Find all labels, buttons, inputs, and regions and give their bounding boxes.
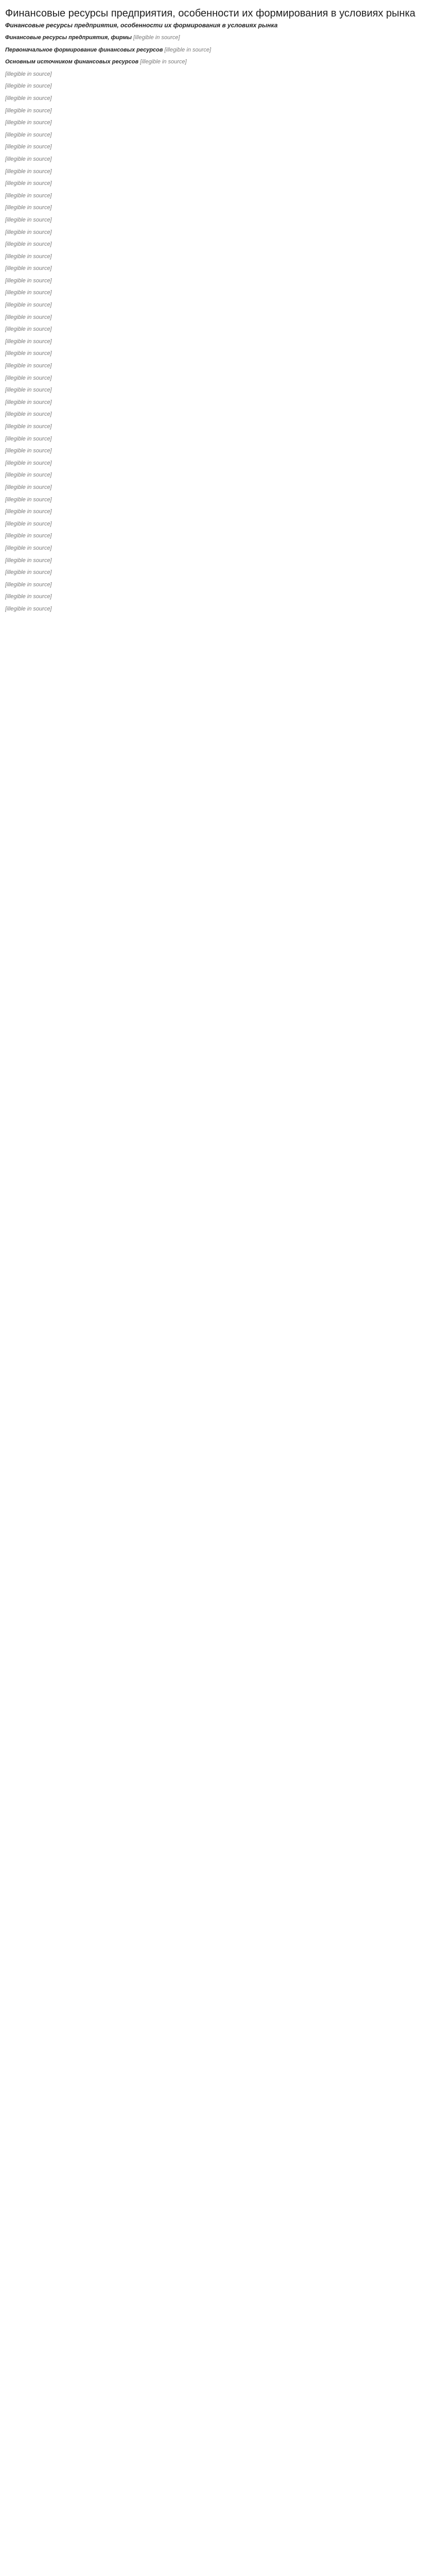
- paragraph-text: [illegible in source]: [5, 229, 52, 235]
- article-paragraph: [5, 436, 431, 443]
- article-paragraph: [5, 71, 431, 78]
- article-paragraph: [5, 59, 431, 66]
- paragraph-text: [illegible in source]: [5, 265, 52, 272]
- paragraph-text: [illegible in source]: [5, 411, 52, 418]
- article-paragraph: [5, 47, 431, 54]
- paragraph-text: [illegible in source]: [5, 131, 52, 138]
- article-paragraph: [5, 411, 431, 418]
- paragraph-text: [illegible in source]: [5, 338, 52, 345]
- paragraph-text: [illegible in source]: [5, 290, 52, 296]
- article-paragraph: [5, 156, 431, 163]
- paragraph-text: [illegible in source]: [5, 168, 52, 175]
- paragraph-text: [illegible in source]: [5, 509, 52, 515]
- paragraph-text: [illegible in source]: [5, 120, 52, 126]
- article-paragraph: [5, 557, 431, 565]
- article-paragraph: [5, 83, 431, 90]
- article-page: [0, 0, 436, 639]
- paragraph-text: [illegible in source]: [5, 399, 52, 405]
- paragraph-text: [illegible in source]: [133, 35, 180, 41]
- article-paragraph: [5, 399, 431, 406]
- article-paragraph: [5, 253, 431, 261]
- article-paragraph: [5, 108, 431, 115]
- paragraph-text: [illegible in source]: [5, 156, 52, 162]
- paragraph-text: [illegible in source]: [5, 205, 52, 211]
- paragraph-text: [illegible in source]: [5, 387, 52, 394]
- paragraph-text: [illegible in source]: [5, 448, 52, 454]
- paragraph-text: [illegible in source]: [140, 59, 187, 65]
- paragraph-lead: Основным источником финансовых ресурсов: [5, 59, 138, 65]
- article-title: Финансовые ресурсы предприятия, особенности их формирования в условиях рынка: [5, 8, 415, 19]
- article-paragraph: [5, 241, 431, 248]
- article-paragraph: [5, 423, 431, 431]
- paragraph-text: [illegible in source]: [5, 423, 52, 430]
- article-paragraph: [5, 472, 431, 479]
- article-paragraph: [5, 460, 431, 467]
- article-paragraph: [5, 569, 431, 577]
- article-paragraph: [5, 363, 431, 370]
- article-paragraph: [5, 533, 431, 540]
- article-paragraph: [5, 35, 431, 42]
- article-paragraph: [5, 290, 431, 297]
- article-paragraph: [5, 229, 431, 236]
- paragraph-lead: Первоначальное формирование финансовых ресурсов: [5, 46, 163, 53]
- article-paragraph: [5, 375, 431, 382]
- article-paragraph: [5, 326, 431, 333]
- paragraph-text: [illegible in source]: [5, 216, 52, 223]
- article-paragraph: [5, 338, 431, 346]
- article-paragraph: [5, 132, 431, 139]
- paragraph-text: [illegible in source]: [5, 605, 52, 612]
- article-paragraph: [5, 545, 431, 552]
- paragraph-text: [illegible in source]: [5, 557, 52, 564]
- article-paragraph: [5, 278, 431, 285]
- paragraph-text: [illegible in source]: [5, 83, 52, 90]
- article-paragraph: [5, 521, 431, 528]
- article-paragraph: [5, 448, 431, 455]
- paragraph-text: [illegible in source]: [5, 144, 52, 150]
- paragraph-text: [illegible in source]: [164, 46, 211, 53]
- article-paragraph: [5, 168, 431, 176]
- article-subtitle: Финансовые ресурсы предприятия, особенности их формирования в условиях рынка: [5, 22, 278, 29]
- paragraph-text: [illegible in source]: [5, 520, 52, 527]
- article-paragraph: [5, 497, 431, 504]
- article-paragraph: [5, 314, 431, 321]
- paragraph-text: [illegible in source]: [5, 496, 52, 503]
- paragraph-text: [illegible in source]: [5, 460, 52, 466]
- paragraph-lead: Финансовые ресурсы предприятия, фирмы: [5, 35, 132, 41]
- article-paragraph: [5, 582, 431, 589]
- article-paragraph: [5, 509, 431, 516]
- paragraph-text: [illegible in source]: [5, 435, 52, 442]
- paragraph-text: [illegible in source]: [5, 253, 52, 260]
- article-paragraph: [5, 302, 431, 309]
- paragraph-text: [illegible in source]: [5, 375, 52, 381]
- paragraph-text: [illegible in source]: [5, 350, 52, 357]
- article-body: [5, 35, 431, 613]
- article-paragraph: [5, 265, 431, 273]
- paragraph-text: [illegible in source]: [5, 326, 52, 333]
- paragraph-text: [illegible in source]: [5, 594, 52, 600]
- article-paragraph: [5, 205, 431, 212]
- paragraph-text: [illegible in source]: [5, 302, 52, 309]
- paragraph-text: [illegible in source]: [5, 581, 52, 588]
- paragraph-text: [illegible in source]: [5, 363, 52, 369]
- paragraph-text: [illegible in source]: [5, 71, 52, 77]
- paragraph-text: [illegible in source]: [5, 472, 52, 479]
- article-paragraph: [5, 217, 431, 224]
- paragraph-text: [illegible in source]: [5, 107, 52, 114]
- paragraph-text: [illegible in source]: [5, 314, 52, 320]
- paragraph-text: [illegible in source]: [5, 545, 52, 551]
- article-paragraph: [5, 144, 431, 151]
- paragraph-text: [illegible in source]: [5, 180, 52, 187]
- paragraph-text: [illegible in source]: [5, 569, 52, 576]
- paragraph-text: [illegible in source]: [5, 241, 52, 248]
- article-paragraph: [5, 180, 431, 188]
- article-paragraph: [5, 350, 431, 358]
- paragraph-text: [illegible in source]: [5, 192, 52, 199]
- paragraph-text: [illegible in source]: [5, 533, 52, 539]
- article-paragraph: [5, 95, 431, 103]
- article-paragraph: [5, 120, 431, 127]
- article-paragraph: [5, 594, 431, 601]
- paragraph-text: [illegible in source]: [5, 484, 52, 490]
- article-paragraph: [5, 193, 431, 200]
- paragraph-text: [illegible in source]: [5, 277, 52, 284]
- paragraph-text: [illegible in source]: [5, 95, 52, 101]
- article-paragraph: [5, 484, 431, 492]
- article-paragraph: [5, 387, 431, 394]
- article-paragraph: [5, 606, 431, 613]
